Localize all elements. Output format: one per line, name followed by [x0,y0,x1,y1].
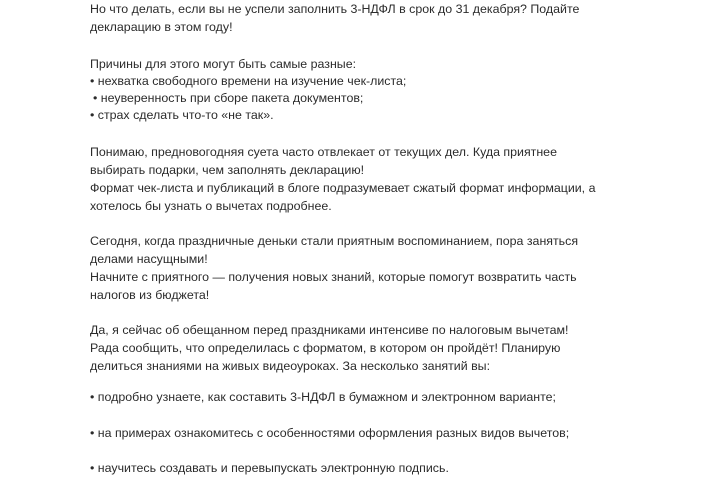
paragraph-line: делиться знаниями на живых видеоуроках. За несколько занятий вы: [90,359,491,373]
intro-line: декларацию в этом году! [90,20,233,34]
paragraph-line: выбирать подарки, чем заполнять декларацию! [90,163,365,177]
paragraph-line: хотелось бы узнать о вычетах подробнее. [90,199,332,213]
intro-line: Но что делать, если вы не успели заполнить 3-НДФЛ в срок до 31 декабря? Подайте [90,2,580,16]
paragraph-line: Формат чек-листа и публикаций в блоге подразумевает сжатый формат информации, а [90,181,596,195]
paragraph-line: Начните с приятного — получения новых знаний, которые помогут возвратить часть [90,270,577,284]
reasons-intro: Причины для этого могут быть самые разные: [90,57,357,71]
paragraph-line: делами насущными! [90,252,208,266]
paragraph-line: налогов из бюджета! [90,288,210,302]
learn-list-item: • научитесь создавать и перевыпускать электронную подпись. [90,461,449,475]
reason-list-item: • неуверенность при сборе пакета документов; [93,91,364,105]
learn-list-item: • на примерах ознакомитесь с особенностями оформления разных видов вычетов; [90,426,570,440]
learn-list-item: • подробно узнаете, как составить 3-НДФЛ в бумажном и электронном варианте; [90,390,556,404]
reason-list-item: • страх сделать что-то «не так». [90,108,274,122]
paragraph-line: Да, я сейчас об обещанном перед праздниками интенсиве по налоговым вычетам! [90,323,569,337]
paragraph-line: Рада сообщить, что определилась с форматом, в котором он пройдёт! Планирую [90,341,561,355]
paragraph-line: Сегодня, когда праздничные деньки стали приятным воспоминанием, пора заняться [90,234,579,248]
reason-list-item: • нехватка свободного времени на изучение чек-листа; [90,74,407,88]
paragraph-line: Понимаю, предновогодняя суета часто отвлекает от текущих дел. Куда приятнее [90,145,557,159]
